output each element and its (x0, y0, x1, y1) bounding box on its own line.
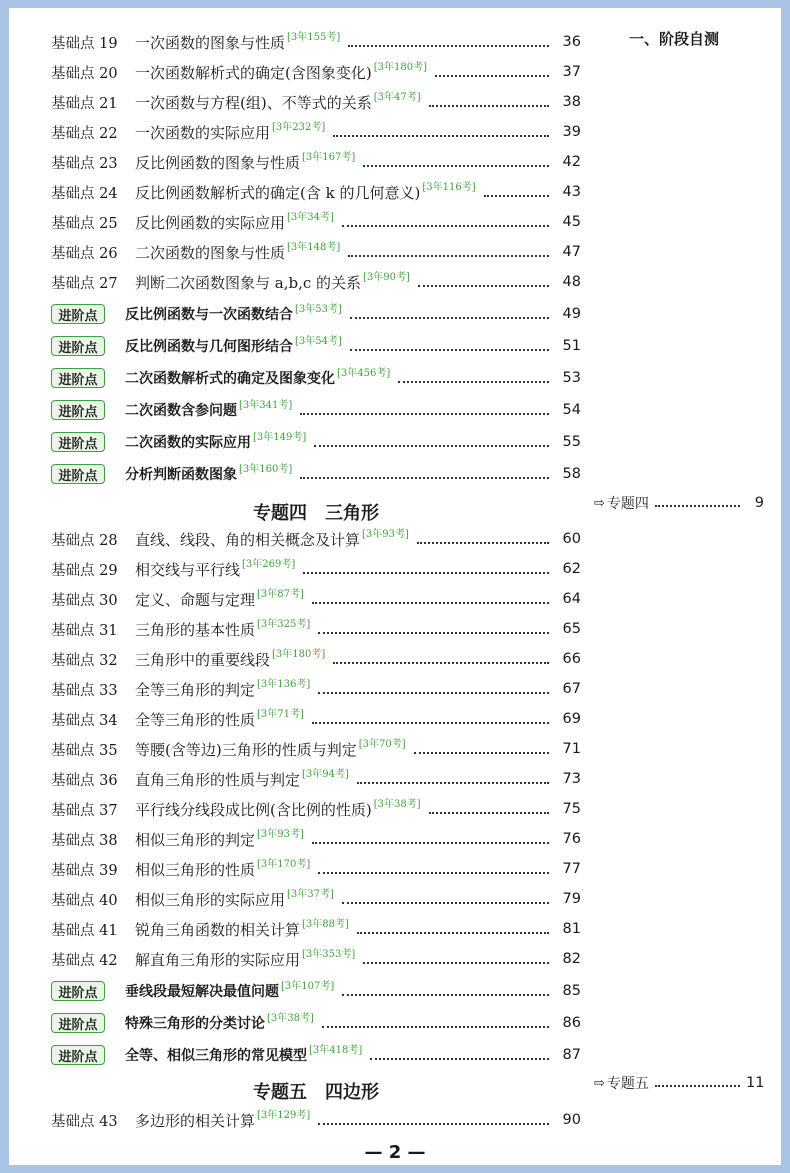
exam-frequency-badge: [3年160考] (239, 463, 293, 475)
toc-entry-basic[interactable] (51, 766, 581, 792)
exam-frequency-badge: [3年341考] (239, 399, 293, 411)
toc-entry-basic[interactable] (51, 269, 581, 295)
toc-entry-basic[interactable] (51, 856, 581, 882)
badge-text: 3年180考 (377, 61, 424, 73)
entry-code: 基础点 24 (51, 185, 118, 202)
badge-text: 3年136考 (260, 678, 307, 690)
entry-title: 一次函数解析式的确定(含图象变化) (135, 63, 372, 82)
toc-entry-basic[interactable] (51, 526, 581, 552)
entry-page-number: 85 (562, 983, 581, 999)
exam-frequency-badge: [3年136考] (257, 678, 311, 690)
entry-code: 基础点 40 (51, 892, 118, 909)
toc-entry-advanced[interactable] (51, 397, 581, 423)
toc-entry-basic[interactable] (51, 556, 581, 582)
badge-text: 3年38考 (377, 798, 417, 810)
entry-title: 全等、相似三角形的常见模型 (125, 1048, 307, 1064)
entry-code: 基础点 26 (51, 245, 118, 262)
entry-code: 基础点 21 (51, 95, 118, 112)
entry-title: 一次函数与方程(组)、不等式的关系 (135, 93, 372, 112)
entry-page-number: 77 (562, 861, 581, 877)
advanced-tag: 进阶点 (51, 981, 105, 1001)
badge-text: 3年93考 (365, 528, 406, 540)
entry-title: 全等三角形的性质 (135, 710, 256, 729)
entry-title: 二次函数的实际应用 (125, 435, 251, 451)
exam-frequency-badge: [3年90考] (363, 271, 410, 283)
entry-page-number: 86 (562, 1015, 581, 1031)
leader-dots (398, 380, 549, 383)
toc-entry-basic[interactable] (51, 209, 581, 235)
badge-text: 3年148考 (290, 241, 337, 253)
entry-code: 基础点 32 (51, 652, 118, 669)
table-of-contents (9, 8, 781, 1165)
badge-text: 3年167考 (305, 151, 352, 163)
entry-title: 二次函数的图象与性质 (135, 243, 286, 262)
toc-entry-basic[interactable] (51, 1107, 581, 1133)
toc-entry-advanced[interactable] (51, 333, 581, 359)
badge-text: 3年53考 (298, 303, 338, 315)
badge-text: 3年170考 (260, 858, 307, 870)
entry-page-number: 62 (562, 561, 581, 577)
leader-dots (370, 1057, 549, 1060)
badge-text: 3年232考 (275, 121, 322, 133)
leader-dots (348, 254, 549, 257)
exam-frequency-badge: [3年456考] (337, 367, 391, 379)
leader-dots (303, 571, 549, 574)
arrow-right-icon: ⇨ (594, 495, 605, 511)
exam-frequency-badge: [3年38考] (267, 1012, 314, 1024)
badge-text: 3年149考 (256, 431, 303, 443)
leader-dots (312, 601, 549, 604)
entry-code: 基础点 27 (51, 275, 118, 292)
entry-code: 基础点 29 (51, 562, 118, 579)
leader-dots (357, 931, 549, 934)
leader-dots (342, 993, 549, 996)
exam-frequency-badge: [3年232考] (272, 121, 326, 133)
toc-entry-basic[interactable] (51, 586, 581, 612)
leader-dots (300, 476, 549, 479)
entry-title: 特殊三角形的分类讨论 (125, 1016, 265, 1032)
entry-title: 垂线段最短解决最值问题 (125, 984, 279, 1000)
toc-entry-basic[interactable] (51, 119, 581, 145)
entry-title: 二次函数解析式的确定及图象变化 (125, 371, 335, 387)
entry-page-number: 81 (562, 921, 581, 937)
entry-title: 分析判断函数图象 (125, 467, 237, 483)
toc-entry-advanced[interactable] (51, 461, 581, 487)
entry-code: 基础点 28 (51, 532, 118, 549)
leader-dots (655, 1084, 740, 1087)
entry-title: 反比例函数的实际应用 (135, 213, 286, 232)
badge-text: 3年341考 (242, 399, 289, 411)
entry-title: 一次函数的图象与性质 (135, 33, 286, 52)
exam-frequency-badge: [3年155考] (287, 31, 341, 43)
exam-frequency-badge: [3年148考] (287, 241, 341, 253)
entry-title: 直线、线段、角的相关概念及计算 (135, 530, 361, 549)
badge-text: 3年94考 (305, 768, 346, 780)
ref-page-number: 11 (746, 1075, 765, 1091)
exam-frequency-badge: [3年70考] (358, 738, 406, 750)
toc-entry-basic[interactable] (51, 886, 581, 912)
exam-frequency-badge: [3年149考] (253, 431, 307, 443)
exam-frequency-badge: [3年93考] (257, 828, 304, 840)
entry-title: 三角形中的重要线段 (135, 650, 271, 669)
toc-entry-basic[interactable] (51, 676, 581, 702)
exam-frequency-badge: [3年87考] (257, 588, 304, 600)
exam-frequency-badge: [3年93考] (362, 528, 409, 540)
toc-entry-basic[interactable] (51, 736, 581, 762)
leader-dots (322, 1025, 549, 1028)
leader-dots (418, 284, 549, 287)
leader-dots (318, 631, 549, 634)
entry-page-number: 79 (562, 891, 581, 907)
badge-text: 3年88考 (305, 918, 346, 930)
badge-text: 3年180考 (275, 648, 322, 660)
entry-title: 三角形的基本性质 (135, 620, 256, 639)
leader-dots (435, 74, 549, 77)
badge-text: 3年325考 (260, 618, 307, 630)
badge-text: 3年37考 (290, 888, 331, 900)
entry-code: 基础点 43 (51, 1113, 118, 1130)
badge-text: 3年155考 (290, 31, 337, 43)
entry-code: 基础点 22 (51, 125, 118, 142)
toc-entry-advanced[interactable] (51, 978, 581, 1004)
toc-entry-advanced[interactable] (51, 1042, 581, 1068)
leader-dots (363, 164, 549, 167)
badge-text: 3年269考 (245, 558, 292, 570)
entry-title: 相似三角形的性质 (135, 860, 256, 879)
leader-dots (300, 412, 549, 415)
leader-dots (312, 721, 549, 724)
entry-page-number: 43 (562, 184, 581, 200)
entry-page-number: 45 (562, 214, 581, 230)
entry-title: 相似三角形的实际应用 (135, 890, 286, 909)
entry-page-number: 87 (562, 1047, 581, 1063)
entry-page-number: 36 (562, 34, 581, 50)
entry-page-number: 51 (562, 338, 581, 354)
ref-label: 专题四 (606, 496, 649, 512)
badge-text: 3年87考 (260, 588, 301, 600)
entry-title: 直角三角形的性质与判定 (135, 770, 301, 789)
stage-test-ref-triangle[interactable] (594, 492, 764, 514)
entry-title: 相交线与平行线 (135, 560, 241, 579)
leader-dots (342, 901, 549, 904)
entry-code: 基础点 36 (51, 772, 118, 789)
entry-page-number: 39 (562, 124, 581, 140)
exam-frequency-badge: [3年180考] (272, 648, 326, 660)
exam-frequency-badge: [3年116考] (422, 181, 476, 193)
page-footer-number: — 2 — (364, 1142, 426, 1163)
entry-title: 解直角三角形的实际应用 (135, 950, 301, 969)
leader-dots (318, 871, 549, 874)
entry-title: 等腰(含等边)三角形的性质与判定 (135, 740, 357, 759)
arrow-right-icon: ⇨ (594, 1075, 605, 1091)
entry-page-number: 67 (562, 681, 581, 697)
leader-dots (314, 444, 549, 447)
exam-frequency-badge: [3年47考] (373, 91, 421, 103)
leader-dots (429, 104, 549, 107)
entry-page-number: 71 (562, 741, 581, 757)
entry-page-number: 37 (562, 64, 581, 80)
exam-frequency-badge: [3年325考] (257, 618, 311, 630)
advanced-tag: 进阶点 (51, 400, 105, 420)
advanced-tag: 进阶点 (51, 1045, 105, 1065)
toc-page (9, 8, 781, 1165)
entry-title: 锐角三角函数的相关计算 (135, 920, 301, 939)
entry-code: 基础点 20 (51, 65, 118, 82)
ref-page-number: 9 (754, 495, 764, 511)
entry-page-number: 54 (562, 402, 581, 418)
leader-dots (417, 541, 549, 544)
toc-entry-basic[interactable] (51, 946, 581, 972)
entry-page-number: 90 (562, 1112, 581, 1128)
badge-text: 3年38考 (270, 1012, 310, 1024)
toc-entry-basic[interactable] (51, 646, 581, 672)
entry-title: 反比例函数的图象与性质 (135, 153, 301, 172)
toc-entry-basic[interactable] (51, 179, 581, 205)
toc-entry-basic[interactable] (51, 89, 581, 115)
toc-entry-basic[interactable] (51, 29, 581, 55)
advanced-tag: 进阶点 (51, 1013, 105, 1033)
entry-code: 基础点 30 (51, 592, 118, 609)
entry-page-number: 69 (562, 711, 581, 727)
toc-entry-advanced[interactable] (51, 429, 581, 455)
toc-entry-basic[interactable] (51, 916, 581, 942)
badge-text: 3年93考 (260, 828, 301, 840)
advanced-tag: 进阶点 (51, 368, 105, 388)
entry-page-number: 66 (562, 651, 581, 667)
exam-frequency-badge: [3年353考] (302, 948, 356, 960)
exam-frequency-badge: [3年107考] (281, 980, 335, 992)
leader-dots (342, 224, 549, 227)
entry-page-number: 48 (562, 274, 581, 290)
entry-title: 判断二次函数图象与 a,b,c 的关系 (135, 273, 362, 292)
entry-page-number: 38 (562, 94, 581, 110)
leader-dots (363, 961, 549, 964)
entry-page-number: 55 (562, 434, 581, 450)
exam-frequency-badge: [3年54考] (295, 335, 342, 347)
exam-frequency-badge: [3年53考] (295, 303, 342, 315)
exam-frequency-badge: [3年71考] (257, 708, 304, 720)
exam-frequency-badge: [3年34考] (287, 211, 334, 223)
toc-entry-advanced[interactable] (51, 1010, 581, 1036)
leader-dots (350, 316, 549, 319)
stage-test-heading: 一、阶段自测 (629, 30, 720, 48)
entry-title: 二次函数含参问题 (125, 403, 237, 419)
entry-code: 基础点 37 (51, 802, 118, 819)
exam-frequency-badge: [3年418考] (309, 1044, 363, 1056)
badge-text: 3年54考 (298, 335, 338, 347)
section-heading-quadrilateral: 专题五 四边形 (253, 1082, 379, 1103)
badge-text: 3年456考 (340, 367, 387, 379)
entry-code: 基础点 33 (51, 682, 118, 699)
advanced-tag: 进阶点 (51, 432, 105, 452)
entry-title: 反比例函数与一次函数结合 (125, 307, 293, 323)
entry-code: 基础点 25 (51, 215, 118, 232)
exam-frequency-badge: [3年170考] (257, 858, 311, 870)
badge-text: 3年71考 (260, 708, 301, 720)
exam-frequency-badge: [3年88考] (302, 918, 349, 930)
badge-text: 3年116考 (426, 181, 472, 193)
entry-code: 基础点 23 (51, 155, 118, 172)
badge-text: 3年70考 (362, 738, 402, 750)
entry-page-number: 75 (562, 801, 581, 817)
leader-dots (655, 504, 740, 507)
entry-page-number: 82 (562, 951, 581, 967)
exam-frequency-badge: [3年180考] (373, 61, 427, 73)
leader-dots (429, 811, 549, 814)
entry-page-number: 53 (562, 370, 581, 386)
entry-title: 反比例函数解析式的确定(含 k 的几何意义) (135, 183, 421, 202)
entry-page-number: 73 (562, 771, 581, 787)
section-heading-triangle: 专题四 三角形 (253, 503, 379, 524)
entry-code: 基础点 34 (51, 712, 118, 729)
exam-frequency-badge: [3年129考] (257, 1109, 311, 1121)
advanced-tag: 进阶点 (51, 304, 105, 324)
advanced-tag: 进阶点 (51, 336, 105, 356)
badge-text: 3年34考 (290, 211, 331, 223)
toc-entry-basic[interactable] (51, 239, 581, 265)
toc-entry-basic[interactable] (51, 59, 581, 85)
entry-title: 反比例函数与几何图形结合 (125, 339, 293, 355)
toc-entry-advanced[interactable] (51, 365, 581, 391)
badge-text: 3年353考 (305, 948, 352, 960)
entry-code: 基础点 31 (51, 622, 118, 639)
exam-frequency-badge: [3年94考] (302, 768, 349, 780)
entry-page-number: 58 (562, 466, 581, 482)
toc-entry-advanced[interactable] (51, 301, 581, 327)
badge-text: 3年418考 (312, 1044, 359, 1056)
leader-dots (318, 1122, 549, 1125)
leader-dots (357, 781, 549, 784)
entry-title: 定义、命题与定理 (135, 590, 256, 609)
exam-frequency-badge: [3年38考] (373, 798, 421, 810)
entry-title: 全等三角形的判定 (135, 680, 256, 699)
entry-title: 多边形的相关计算 (135, 1111, 256, 1130)
leader-dots (348, 44, 549, 47)
exam-frequency-badge: [3年269考] (242, 558, 296, 570)
leader-dots (318, 691, 549, 694)
toc-entry-basic[interactable] (51, 149, 581, 175)
entry-page-number: 65 (562, 621, 581, 637)
toc-entry-basic[interactable] (51, 796, 581, 822)
leader-dots (312, 841, 549, 844)
leader-dots (414, 751, 549, 754)
toc-entry-basic[interactable] (51, 706, 581, 732)
entry-page-number: 76 (562, 831, 581, 847)
entry-code: 基础点 19 (51, 35, 118, 52)
stage-test-ref-quadrilateral[interactable] (594, 1072, 764, 1094)
advanced-tag: 进阶点 (51, 464, 105, 484)
entry-code: 基础点 38 (51, 832, 118, 849)
leader-dots (333, 661, 549, 664)
entry-title: 平行线分线段成比例(含比例的性质) (135, 800, 372, 819)
badge-text: 3年90考 (366, 271, 407, 283)
entry-title: 相似三角形的判定 (135, 830, 256, 849)
badge-text: 3年129考 (260, 1109, 307, 1121)
toc-entry-basic[interactable] (51, 826, 581, 852)
badge-text: 3年47考 (377, 91, 417, 103)
entry-code: 基础点 39 (51, 862, 118, 879)
entry-page-number: 47 (562, 244, 581, 260)
badge-text: 3年107考 (284, 980, 331, 992)
entry-page-number: 64 (562, 591, 581, 607)
leader-dots (350, 348, 549, 351)
entry-page-number: 49 (562, 306, 581, 322)
exam-frequency-badge: [3年37考] (287, 888, 334, 900)
exam-frequency-badge: [3年167考] (302, 151, 356, 163)
entry-title: 一次函数的实际应用 (135, 123, 271, 142)
entry-code: 基础点 41 (51, 922, 118, 939)
leader-dots (333, 134, 549, 137)
toc-entry-basic[interactable] (51, 616, 581, 642)
entry-code: 基础点 35 (51, 742, 118, 759)
entry-page-number: 60 (562, 531, 581, 547)
ref-label: 专题五 (606, 1076, 649, 1092)
entry-code: 基础点 42 (51, 952, 118, 969)
leader-dots (484, 194, 549, 197)
badge-text: 3年160考 (242, 463, 289, 475)
entry-page-number: 42 (562, 154, 581, 170)
